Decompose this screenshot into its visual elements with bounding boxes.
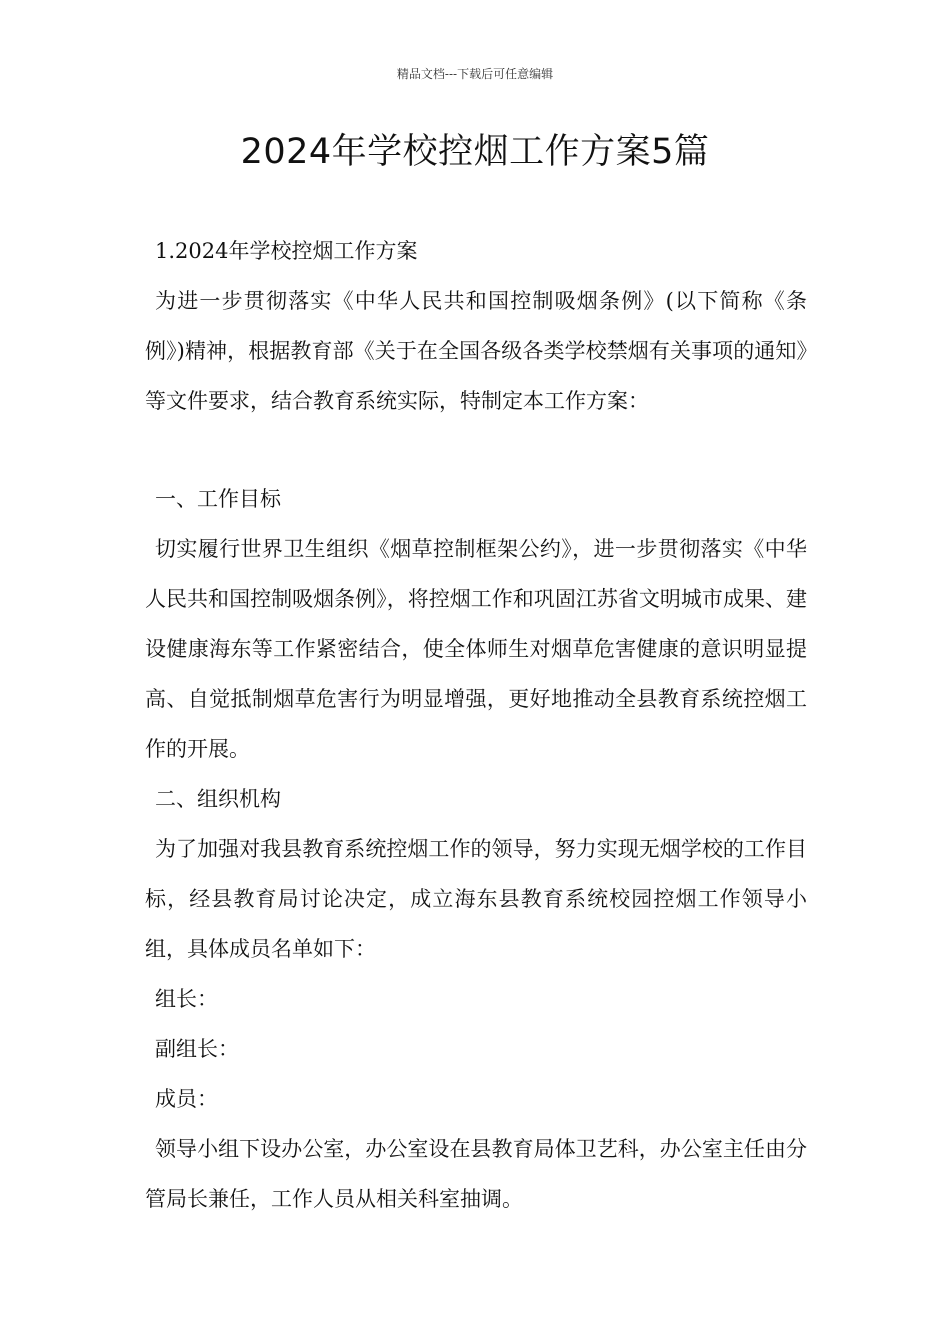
document-title: 2024年学校控烟工作方案5篇 [240, 132, 710, 172]
work-goals-paragraph: 切实履行世界卫生组织《烟草控制框架公约》，进一步贯彻落实《中华人民共和国控制吸烟条例》，将控烟工作和巩固江苏省文明城市成果、建设健康海东等工作紧密结合，使全体师生对烟草危害健康的意识明显提高、自觉抵制烟草危害行为明显增强，更好地推动全县教育系统控烟工作的开展。 [145, 537, 807, 761]
section-heading-plan-1: 1.2024年学校控烟工作方案 [155, 239, 418, 263]
paragraph-spacer [145, 426, 807, 474]
office-paragraph: 领导小组下设办公室，办公室设在县教育局体卫艺科，办公室主任由分管局长兼任，工作人员从相关科室抽调。 [145, 1137, 807, 1211]
deputy-leader-line: 副组长： [155, 1037, 239, 1061]
members-line: 成员： [155, 1087, 218, 1111]
leader-line: 组长： [155, 987, 218, 1011]
heading-organization: 二、组织机构 [155, 787, 281, 811]
heading-work-goals: 一、工作目标 [155, 487, 281, 511]
organization-paragraph: 为了加强对我县教育系统控烟工作的领导，努力实现无烟学校的工作目标，经县教育局讨论决定，成立海东县教育系统校园控烟工作领导小组，具体成员名单如下： [145, 837, 807, 961]
page-header-note: 精品文档---下载后可任意编辑 [396, 67, 554, 81]
document-body [145, 226, 807, 1224]
intro-paragraph: 为进一步贯彻落实《中华人民共和国控制吸烟条例》(以下简称《条例》)精神，根据教育部《关于在全国各级各类学校禁烟有关事项的通知》等文件要求，结合教育系统实际，特制定本工作方案： [145, 289, 807, 413]
